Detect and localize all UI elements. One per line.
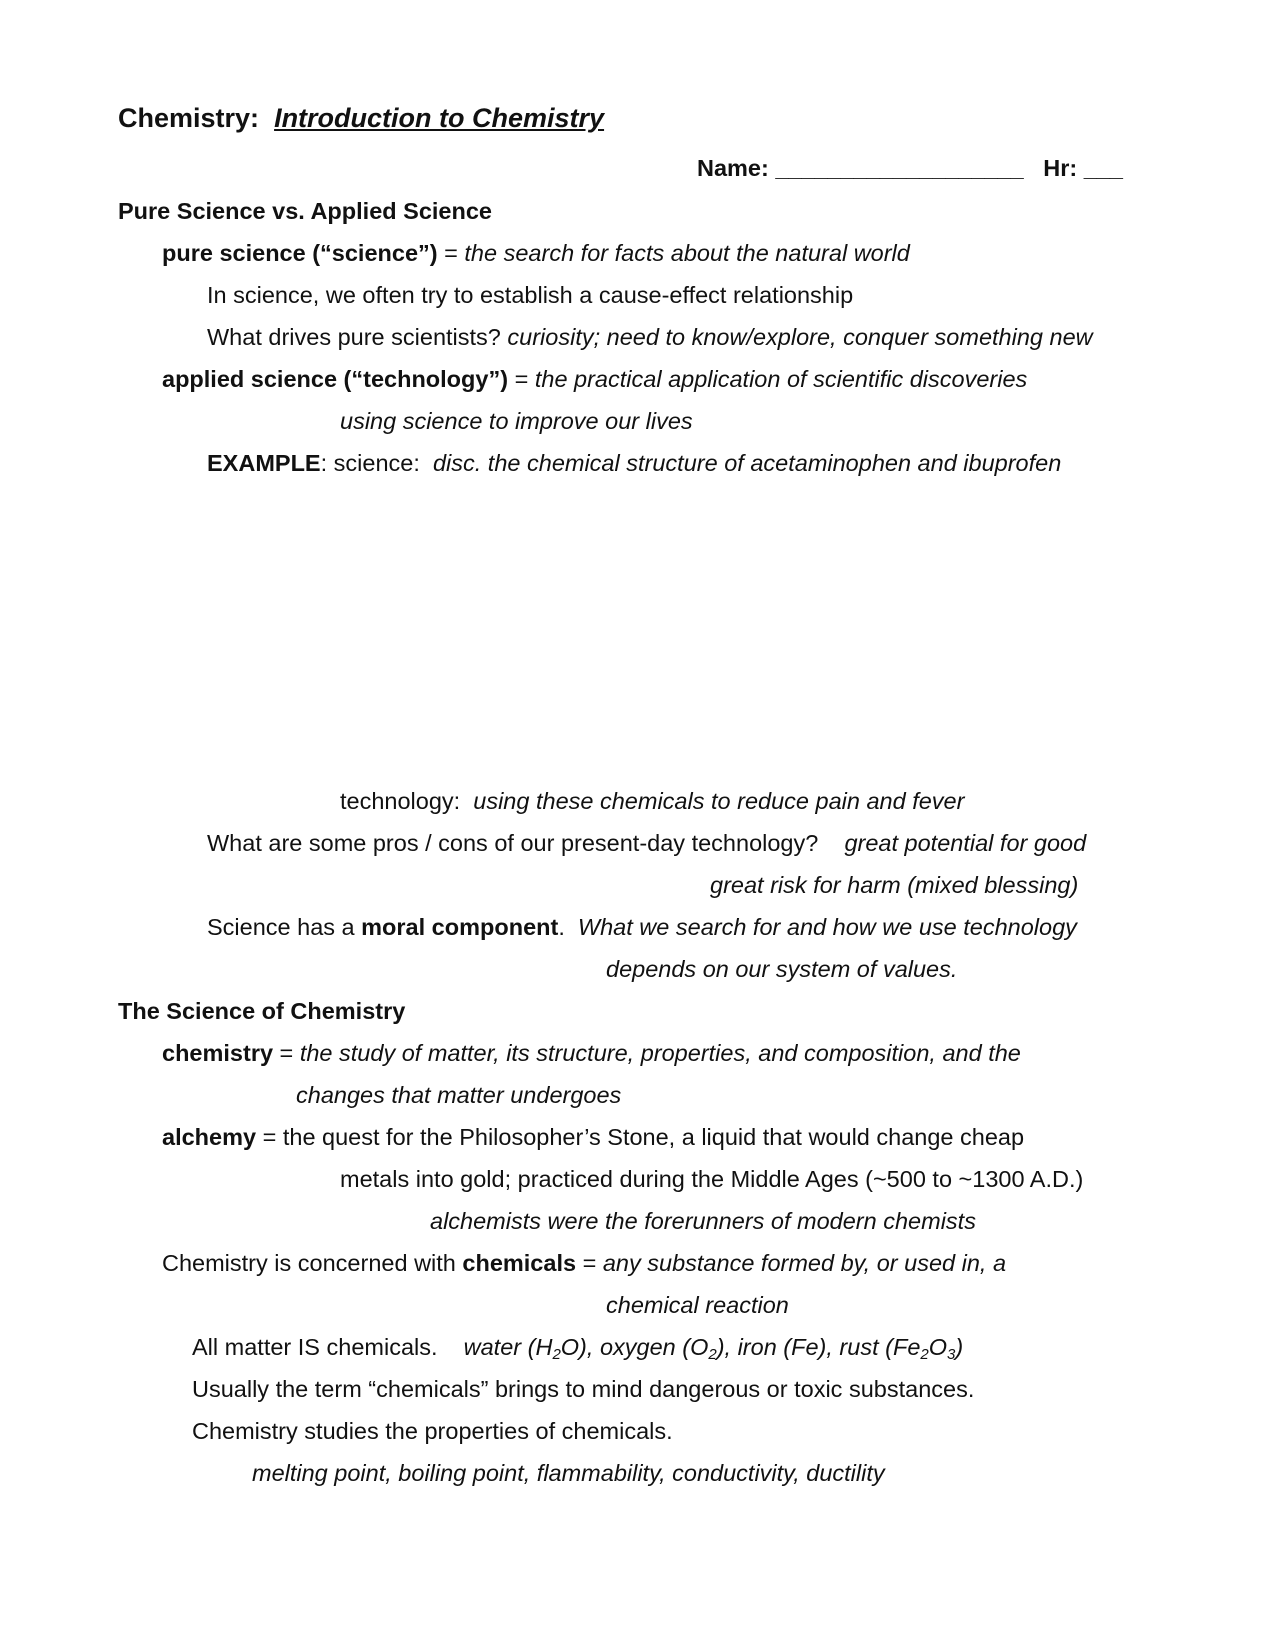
studies-line: Chemistry studies the properties of chemicals.: [192, 1418, 673, 1444]
chemicals-term: chemicals: [462, 1250, 577, 1276]
name-blank[interactable]: ___________________: [775, 155, 1024, 181]
usually-line: Usually the term “chemicals” brings to mind dangerous or toxic substances.: [192, 1376, 975, 1402]
title-subtitle: Introduction to Chemistry: [274, 103, 605, 133]
pros-cons-line: [207, 829, 1086, 857]
chemistry-def: the study of matter, its structure, properties, and composition, and the: [299, 1040, 1021, 1066]
chemistry-def-cont: changes that matter undergoes: [296, 1082, 622, 1108]
name-label: Name:: [697, 155, 769, 181]
pure-science-def: the search for facts about the natural world: [464, 240, 910, 266]
example-technology-line: [340, 787, 964, 815]
drives-line: [207, 323, 1093, 351]
drives-question: What drives pure scientists?: [207, 324, 501, 350]
section-heading-chemistry: The Science of Chemistry: [118, 998, 406, 1024]
technology-label: technology:: [340, 788, 461, 814]
all-matter-line: [192, 1333, 963, 1361]
moral-component-line: Science has a moral component. What we search for and how we use technology: [207, 914, 1077, 940]
drives-answer: curiosity; need to know/explore, conquer something new: [507, 324, 1093, 350]
chemistry-definition: chemistry = the study of matter, its structure, properties, and composition, and the: [162, 1040, 1021, 1066]
chemical-examples: water $(H_2O)$, oxygen $(O_2)$, iron (Fe), rust $(Fe_2O_3)$: [463, 1334, 964, 1363]
title-label: Chemistry:: [118, 103, 260, 133]
cons-answer: great risk for harm (mixed blessing): [710, 872, 1079, 898]
all-matter-text: All matter IS chemicals.: [192, 1334, 438, 1360]
alchemy-term: alchemy: [162, 1124, 257, 1150]
page-title: [118, 102, 604, 134]
pros-cons-question: What are some pros / cons of our present-day technology?: [207, 830, 819, 856]
chemistry-term: chemistry: [162, 1040, 274, 1066]
pros-answer: great potential for good: [844, 830, 1087, 856]
moral-answer-cont: depends on our system of values.: [606, 956, 958, 982]
moral-component-term: moral component: [361, 914, 559, 940]
pure-science-definition: pure science (“science”) = the search for facts about the natural world: [162, 240, 910, 266]
example-science-text: disc. the chemical structure of acetaminophen and ibuprofen: [432, 450, 1062, 476]
applied-science-term: applied science (“technology”): [162, 366, 509, 392]
alchemy-def: = the quest for the Philosopher’s Stone, a liquid that would change cheap: [256, 1124, 1025, 1150]
alchemy-definition: [162, 1123, 1024, 1151]
properties-list: melting point, boiling point, flammability, conductivity, ductility: [252, 1460, 885, 1486]
applied-science-def-cont: using science to improve our lives: [340, 408, 693, 434]
pure-science-term: pure science (“science”): [162, 240, 438, 266]
technology-text: using these chemicals to reduce pain and fever: [473, 788, 965, 814]
chemicals-def: any substance formed by, or used in, a: [602, 1250, 1007, 1276]
chemicals-definition: Chemistry is concerned with chemicals = any substance formed by, or used in, a: [162, 1250, 1007, 1276]
cause-effect-line: In science, we often try to establish a cause-effect relationship: [207, 282, 854, 308]
name-hr-line: [697, 154, 1123, 182]
example-label: EXAMPLE: [207, 450, 321, 476]
applied-science-definition: applied science (“technology”) = the practical application of scientific discoveries: [162, 366, 1028, 392]
example-science-line: EXAMPLE: science: disc. the chemical structure of acetaminophen and ibuprofen: [207, 450, 1062, 476]
hr-label: Hr:: [1043, 155, 1078, 181]
alchemists-note: alchemists were the forerunners of modern chemists: [430, 1208, 976, 1234]
moral-answer: What we search for and how we use technology: [577, 914, 1077, 940]
section-heading-pure-applied: Pure Science vs. Applied Science: [118, 198, 492, 224]
chemicals-def-cont: chemical reaction: [606, 1292, 789, 1318]
hr-blank[interactable]: ___: [1083, 155, 1123, 181]
applied-science-def: the practical application of scientific discoveries: [534, 366, 1028, 392]
alchemy-def-cont: metals into gold; practiced during the Middle Ages (~500 to ~1300 A.D.): [340, 1166, 1084, 1192]
